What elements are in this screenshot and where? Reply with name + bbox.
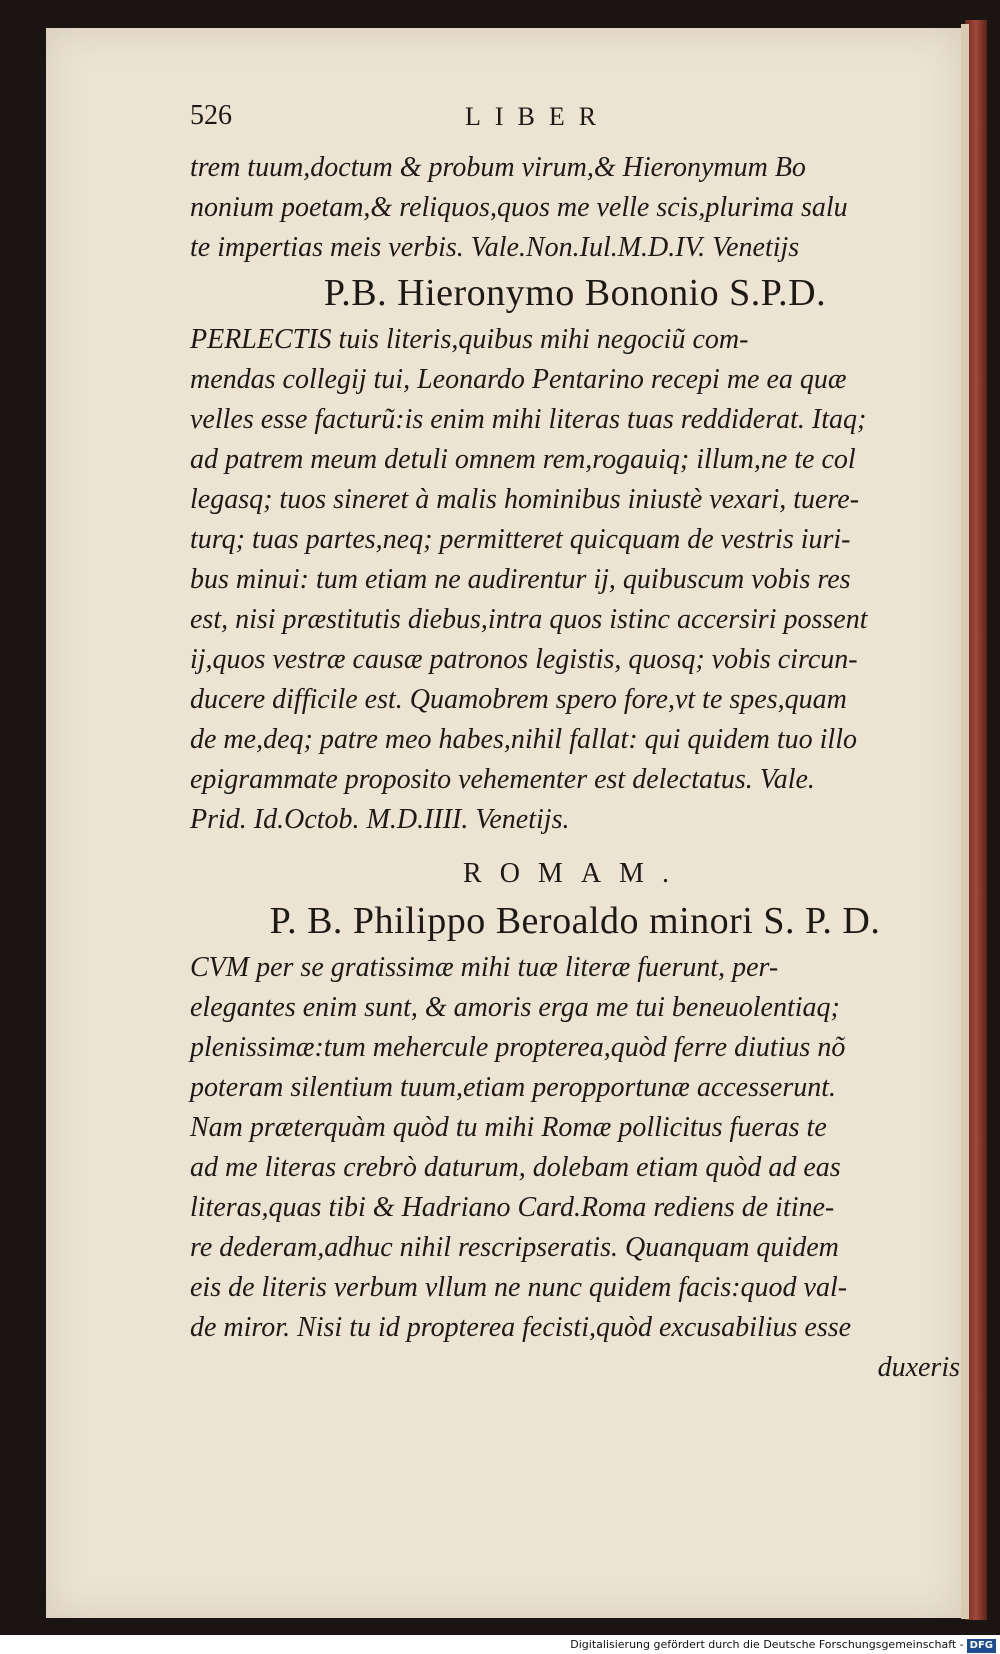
catchword: duxeris	[877, 1352, 960, 1383]
text-line: elegantes enim sunt, & amoris erga me tui beneuolentiaq;	[190, 992, 840, 1023]
text-line: literas,quas tibi & Hadriano Card.Roma rediens de itine-	[190, 1192, 835, 1223]
running-title: LIBER	[465, 102, 611, 131]
letter-heading: P. B. Philippo Beroaldo minori S. P. D.	[269, 900, 881, 942]
text-line: ij,quos vestræ causæ patronos legistis, quosq; vobis circun-	[190, 644, 858, 675]
text-line: eis de literis verbum vllum ne nunc quidem facis:quod val-	[190, 1272, 848, 1303]
text-line: bus minui: tum etiam ne audirentur ij, quibuscum vobis res	[190, 564, 851, 595]
text-line: velles esse facturũ:is enim mihi literas tuas reddiderat. Itaq;	[190, 404, 867, 435]
text-line: nonium poetam,& reliquos,quos me velle scis,plurima salu	[190, 192, 848, 223]
text-line: est, nisi præstitutis diebus,intra quos istinc accersiri possent	[190, 604, 868, 635]
running-header	[190, 100, 960, 148]
text-line: Nam prӕterquàm quòd tu mihi Romæ pollicitus fueras te	[190, 1112, 827, 1143]
text-line: turq; tuas partes,neq; permitteret quicquam de vestris iuri-	[190, 524, 851, 555]
letter2-body	[190, 320, 960, 840]
dfg-logo: DFG	[967, 1639, 996, 1653]
text-line: poteram silentium tuum,etiam peropportunæ accesserunt.	[190, 1072, 837, 1103]
text-line: trem tuum,doctum & probum virum,& Hieronymum Bo	[190, 152, 806, 183]
text-line: epigrammate proposito vehementer est delectatus. Vale.	[190, 764, 815, 795]
page-edge	[961, 24, 969, 1619]
place-heading: ROMAM.	[463, 858, 687, 889]
text-line: de miror. Nisi tu id propterea fecisti,quòd excusabilius esse	[190, 1312, 852, 1343]
text-line: Prid. Id.Octob. M.D.IIII. Venetijs.	[190, 804, 570, 835]
text-line: plenissimæ:tum mehercule propterea,quòd ferre diutius nõ	[190, 1032, 846, 1063]
text-line: de me,deq; patre meo habes,nihil fallat: qui quidem tuo illo	[190, 724, 857, 755]
text-line: te impertias meis verbis. Vale.Non.Iul.M.D.IV. Venetijs	[190, 232, 800, 263]
text-line: ad me literas crebrò daturum, dolebam etiam quòd ad eas	[190, 1152, 841, 1183]
text-line: mendas collegij tui, Leonardo Pentarino recepi me ea quæ	[190, 364, 847, 395]
page-number: 526	[190, 100, 232, 131]
letter3-body	[190, 948, 960, 1388]
page-text	[190, 100, 960, 1388]
text-line: legasq; tuos sineret à malis hominibus iniustè vexari, tuere-	[190, 484, 860, 515]
text-line: CVM per se gratissimæ mihi tuæ literæ fuerunt, per-	[190, 952, 779, 983]
letter1-tail	[190, 148, 960, 268]
text-line: ducere difficile est. Quamobrem spero fore,vt te spes,quam	[190, 684, 847, 715]
text-line: re dederam,adhuc nihil rescripseratis. Quanquam quidem	[190, 1232, 839, 1263]
text-line: PERLECTIS tuis literis,quibus mihi negociũ com-	[190, 324, 749, 355]
letter-heading: P.B. Hieronymo Bononio S.P.D.	[323, 272, 827, 314]
text-line: ad patrem meum detuli omnem rem,rogauiq; illum,ne te col	[190, 444, 856, 475]
digitization-credit	[570, 1635, 1000, 1654]
credit-text: Digitalisierung gefördert durch die Deutsche Forschungsgemeinschaft -	[570, 1638, 964, 1651]
